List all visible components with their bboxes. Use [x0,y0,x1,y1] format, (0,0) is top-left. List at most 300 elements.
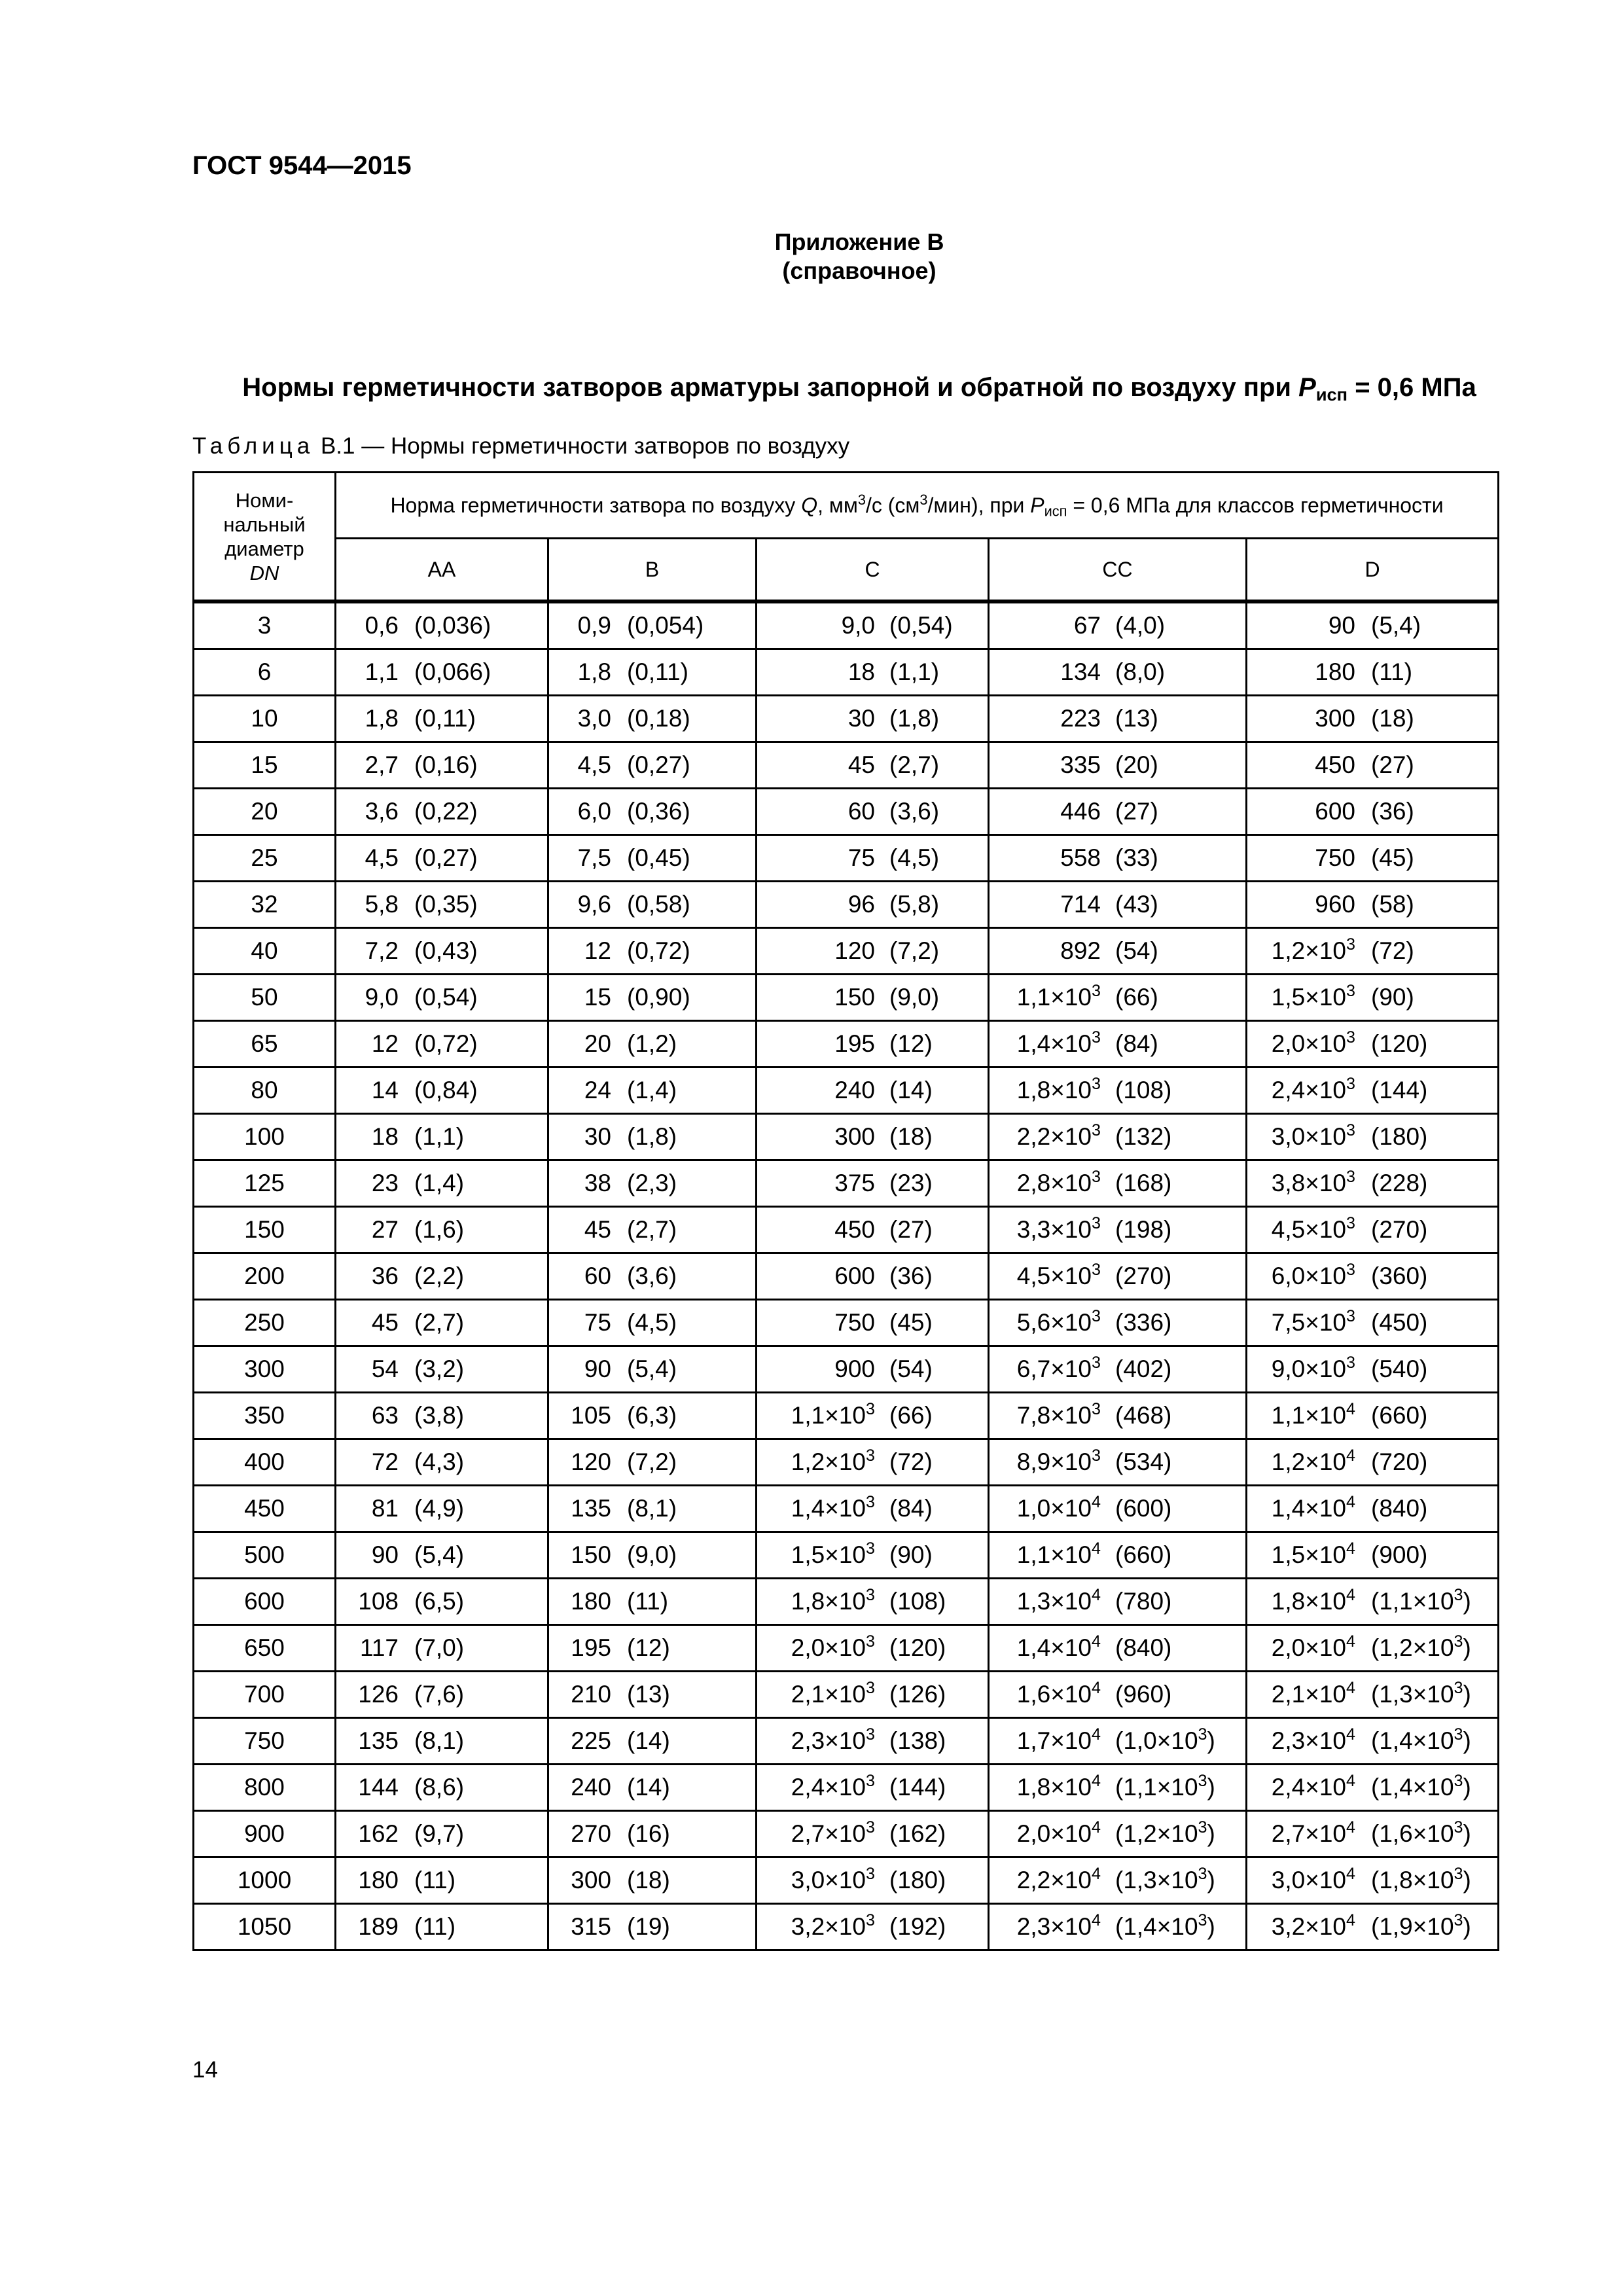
flow-value-mm3s: 36 [371,1263,399,1289]
dn-column-header [194,473,336,602]
flow-value-cm3min: (1,1) [889,658,940,685]
flow-value-cm3min: (19) [627,1913,670,1940]
value-cell-d [1247,789,1499,835]
flow-value-mm3s: $5,6\times 10^3$ [1016,1307,1101,1336]
flow-value-cm3min: (0,72) [627,937,690,964]
dn-header-line: DN [249,561,279,584]
value-cell-d [1247,742,1499,789]
flow-value-cm3min: (33) [1115,844,1158,871]
flow-value-mm3s: 4,5 [365,844,399,871]
dn-cell: 1050 [194,1904,336,1950]
table-row [194,1300,1499,1346]
value-cell-c [757,601,989,649]
flow-value-cm3min: (360) [1371,1263,1428,1289]
value-cell-c [757,1067,989,1114]
value-cell-cc [989,1904,1247,1950]
norm-header: Норма герметичности затвора по воздуху Q, $мм^3/с$ $(см^3/мин)$, при $P_{исп} = 0,6$ МПа для классов герметичности [336,473,1499,539]
flow-value-mm3s: $2,4\times 10^4$ [1271,1772,1355,1801]
value-cell-b [548,649,757,696]
flow-value-cm3min: (11) [1371,658,1413,685]
value-cell-cc [989,1718,1247,1765]
flow-value-cm3min: (540) [1371,1355,1428,1382]
flow-value-mm3s: 1,8 [577,658,611,685]
flow-value-cm3min: (7,2) [889,937,940,964]
value-cell-aa [336,1579,548,1625]
flow-value-mm3s: 7,5 [577,844,611,871]
flow-value-mm3s: 335 [1060,751,1101,778]
flow-value-mm3s: 195 [834,1030,875,1057]
flow-value-cm3min: $(1,1\times 10^3)$ [1371,1586,1471,1615]
flow-value-cm3min: (8,0) [1115,658,1166,685]
appendix-heading [0,228,1623,285]
flow-value-mm3s: $1,1\times 10^3$ [791,1400,875,1429]
flow-value-cm3min: (18) [889,1123,933,1150]
value-cell-aa [336,1625,548,1672]
flow-value-cm3min: (27) [1115,798,1158,825]
flow-value-cm3min: (4,5) [627,1309,677,1336]
flow-value-cm3min: $(1,8\times 10^3)$ [1371,1865,1471,1893]
value-cell-c [757,1857,989,1904]
class-header-cc: СС [989,539,1247,602]
flow-value-mm3s: $4,5\times 10^3$ [1271,1214,1355,1243]
flow-value-cm3min: $(1,3\times 10^3)$ [1371,1679,1471,1708]
flow-value-mm3s: 9,0 [841,612,875,639]
flow-value-mm3s: 1,1 [365,658,399,685]
flow-value-mm3s: $2,7\times 10^3$ [791,1818,875,1847]
flow-value-cm3min: (0,16) [414,751,478,778]
flow-value-cm3min: (138) [889,1727,946,1754]
flow-value-mm3s: $2,3\times 10^3$ [791,1725,875,1754]
flow-value-mm3s: $1,8\times 10^4$ [1016,1772,1101,1801]
table-caption-text: — Нормы герметичности затворов по воздуху [355,433,850,459]
class-header-c: С [757,539,989,602]
flow-value-mm3s: 300 [1315,705,1355,732]
flow-value-mm3s: $6,0\times 10^3$ [1271,1261,1355,1289]
flow-value-mm3s: $1,4\times 10^4$ [1016,1632,1101,1661]
flow-value-mm3s: 30 [847,705,875,732]
flow-value-cm3min: (2,2) [414,1263,465,1289]
flow-value-cm3min: (16) [627,1820,670,1847]
flow-value-cm3min: (5,4) [627,1355,677,1382]
flow-value-cm3min: (7,6) [414,1681,465,1708]
value-cell-c [757,1346,989,1393]
flow-value-mm3s: $1,5\times 10^3$ [1271,982,1355,1011]
flow-value-mm3s: 45 [847,751,875,778]
flow-value-cm3min: (72) [1371,937,1414,964]
flow-value-mm3s: 135 [571,1495,611,1522]
table-row [194,1857,1499,1904]
flow-value-mm3s: 63 [371,1402,399,1429]
value-cell-d [1247,1532,1499,1579]
value-cell-aa [336,1486,548,1532]
flow-value-mm3s: 450 [1315,751,1355,778]
flow-value-mm3s: 446 [1060,798,1101,825]
flow-value-mm3s: 75 [584,1309,611,1336]
value-cell-d [1247,1067,1499,1114]
dn-cell: 3 [194,601,336,649]
flow-value-mm3s: 12 [584,937,611,964]
flow-value-mm3s: $2,2\times 10^3$ [1016,1121,1101,1150]
flow-value-mm3s: $1,4\times 10^4$ [1271,1493,1355,1522]
flow-value-cm3min: (84) [889,1495,933,1522]
dn-cell: 400 [194,1439,336,1486]
flow-value-mm3s: 108 [358,1588,399,1615]
section-title-value: = 0,6 МПа [1347,373,1476,402]
flow-value-cm3min: (36) [1371,798,1414,825]
value-cell-c [757,696,989,742]
value-cell-aa [336,882,548,928]
flow-value-mm3s: 223 [1060,705,1101,732]
flow-value-cm3min: (2,7) [889,751,940,778]
value-cell-c [757,882,989,928]
value-cell-aa [336,601,548,649]
value-cell-d [1247,1486,1499,1532]
table-row [194,1160,1499,1207]
flow-value-mm3s: 1,8 [365,705,399,732]
table-row [194,1346,1499,1393]
flow-value-mm3s: $2,7\times 10^4$ [1271,1818,1355,1847]
flow-value-cm3min: (3,6) [889,798,940,825]
table-caption [192,433,849,459]
flow-value-cm3min: (1,1) [414,1123,465,1150]
flow-value-cm3min: (402) [1115,1355,1172,1382]
value-cell-b [548,1672,757,1718]
value-cell-d [1247,1625,1499,1672]
value-cell-cc [989,1857,1247,1904]
flow-value-mm3s: $3,2\times 10^4$ [1271,1911,1355,1940]
flow-value-mm3s: 75 [847,844,875,871]
dn-cell: 900 [194,1811,336,1857]
flow-value-mm3s: 600 [1315,798,1355,825]
flow-value-cm3min: (4,0) [1115,612,1166,639]
flow-value-cm3min: (45) [889,1309,933,1336]
value-cell-cc [989,789,1247,835]
flow-value-cm3min: (54) [1115,937,1158,964]
flow-value-cm3min: (162) [889,1820,946,1847]
flow-value-mm3s: $2,0\times 10^3$ [791,1632,875,1661]
flow-value-cm3min: (0,58) [627,891,690,918]
value-cell-cc [989,649,1247,696]
value-cell-c [757,928,989,975]
flow-value-mm3s: 150 [834,984,875,1011]
table-row [194,1904,1499,1950]
flow-value-mm3s: 300 [834,1123,875,1150]
flow-value-cm3min: (66) [889,1402,933,1429]
table-row [194,1114,1499,1160]
flow-value-cm3min: (192) [889,1913,946,1940]
value-cell-aa [336,1207,548,1253]
value-cell-b [548,1393,757,1439]
value-cell-cc [989,1346,1247,1393]
flow-value-cm3min: (1,8) [627,1123,677,1150]
flow-value-mm3s: 81 [371,1495,399,1522]
value-cell-aa [336,789,548,835]
value-cell-aa [336,1765,548,1811]
flow-value-mm3s: 195 [571,1634,611,1661]
table-row [194,1067,1499,1114]
table-row [194,835,1499,882]
flow-value-cm3min: (120) [1371,1030,1428,1057]
flow-value-cm3min: (14) [627,1774,670,1801]
flow-value-cm3min: (6,5) [414,1588,465,1615]
table-row [194,1765,1499,1811]
table-row [194,928,1499,975]
table-row [194,1486,1499,1532]
flow-value-cm3min: (108) [1115,1077,1172,1103]
pressure-subscript: исп [1315,384,1348,404]
table-row [194,696,1499,742]
flow-value-mm3s: $3,0\times 10^3$ [791,1865,875,1893]
value-cell-d [1247,1300,1499,1346]
table-row [194,1579,1499,1625]
flow-value-cm3min: (2,3) [627,1170,677,1196]
flow-value-mm3s: $1,8\times 10^3$ [791,1586,875,1615]
value-cell-cc [989,975,1247,1021]
value-cell-b [548,1486,757,1532]
flow-value-cm3min: (180) [889,1867,946,1893]
value-cell-cc [989,1579,1247,1625]
flow-value-cm3min: (45) [1371,844,1414,871]
flow-value-cm3min: (9,7) [414,1820,465,1847]
flow-value-mm3s: $7,8\times 10^3$ [1016,1400,1101,1429]
flow-value-mm3s: 450 [834,1216,875,1243]
value-cell-b [548,1346,757,1393]
value-cell-d [1247,1672,1499,1718]
value-cell-c [757,1672,989,1718]
flow-value-mm3s: 60 [584,1263,611,1289]
flow-value-cm3min: (0,84) [414,1077,478,1103]
flow-value-mm3s: 892 [1060,937,1101,964]
flow-value-mm3s: 270 [571,1820,611,1847]
flow-value-cm3min: (660) [1371,1402,1428,1429]
flow-value-cm3min: (54) [889,1355,933,1382]
flow-value-mm3s: 24 [584,1077,611,1103]
value-cell-cc [989,1811,1247,1857]
value-cell-cc [989,696,1247,742]
flow-value-mm3s: 45 [584,1216,611,1243]
value-cell-cc [989,742,1247,789]
dn-cell: 32 [194,882,336,928]
flow-value-mm3s: 20 [584,1030,611,1057]
value-cell-c [757,1114,989,1160]
value-cell-cc [989,601,1247,649]
value-cell-b [548,1021,757,1067]
flow-value-cm3min: (534) [1115,1448,1172,1475]
flow-value-mm3s: $3,8\times 10^3$ [1271,1168,1355,1196]
flow-value-cm3min: $(1,0\times 10^3)$ [1115,1725,1215,1754]
flow-value-cm3min: (43) [1115,891,1158,918]
flow-value-cm3min: (3,6) [627,1263,677,1289]
flow-value-cm3min: (4,3) [414,1448,465,1475]
flow-value-mm3s: 117 [360,1634,399,1661]
flow-value-cm3min: (144) [889,1774,946,1801]
flow-value-mm3s: 6,0 [577,798,611,825]
flow-value-cm3min: (5,4) [1371,612,1421,639]
value-cell-b [548,928,757,975]
flow-value-cm3min: (0,36) [627,798,690,825]
flow-value-cm3min: (11) [414,1867,456,1893]
flow-value-mm3s: 96 [847,891,875,918]
flow-value-cm3min: (270) [1115,1263,1172,1289]
value-cell-cc [989,1439,1247,1486]
flow-value-mm3s: 126 [358,1681,399,1708]
value-cell-cc [989,1486,1247,1532]
flow-value-cm3min: $(1,9\times 10^3)$ [1371,1911,1471,1940]
flow-value-cm3min: (13) [1115,705,1158,732]
table-row [194,1207,1499,1253]
value-cell-cc [989,1253,1247,1300]
value-cell-c [757,1811,989,1857]
value-cell-b [548,882,757,928]
value-cell-d [1247,1114,1499,1160]
dn-cell: 800 [194,1765,336,1811]
value-cell-aa [336,742,548,789]
flow-value-cm3min: (0,11) [414,705,476,732]
value-cell-c [757,742,989,789]
flow-value-cm3min: (2,7) [414,1309,465,1336]
class-header-b: В [548,539,757,602]
flow-value-cm3min: (90) [889,1541,933,1568]
flow-value-mm3s: $2,0\times 10^4$ [1016,1818,1101,1847]
value-cell-c [757,1393,989,1439]
flow-value-cm3min: (72) [889,1448,933,1475]
table-row [194,1718,1499,1765]
value-cell-aa [336,696,548,742]
value-cell-b [548,742,757,789]
value-cell-b [548,1904,757,1950]
value-cell-cc [989,882,1247,928]
flow-value-mm3s: $1,7\times 10^4$ [1016,1725,1101,1754]
value-cell-d [1247,928,1499,975]
value-cell-c [757,1486,989,1532]
value-cell-aa [336,835,548,882]
flow-value-mm3s: $1,1\times 10^4$ [1016,1539,1101,1568]
flow-value-cm3min: (0,036) [414,612,491,639]
flow-value-cm3min: $(1,3\times 10^3)$ [1115,1865,1215,1893]
flow-value-mm3s: $2,4\times 10^3$ [1271,1075,1355,1103]
flow-value-mm3s: 375 [834,1170,875,1196]
value-cell-d [1247,1346,1499,1393]
flow-value-cm3min: (0,27) [627,751,690,778]
flow-value-mm3s: 135 [358,1727,399,1754]
value-cell-b [548,601,757,649]
flow-value-mm3s: 162 [358,1820,399,1847]
table-row [194,1532,1499,1579]
table-row [194,882,1499,928]
value-cell-cc [989,1672,1247,1718]
flow-value-mm3s: $1,1\times 10^3$ [1016,982,1101,1011]
value-cell-d [1247,1021,1499,1067]
flow-value-cm3min: (270) [1371,1216,1428,1243]
flow-value-mm3s: 9,0 [365,984,399,1011]
value-cell-b [548,1579,757,1625]
flow-value-cm3min: (840) [1115,1634,1172,1661]
flow-value-mm3s: $1,2\times 10^4$ [1271,1446,1355,1475]
value-cell-cc [989,1207,1247,1253]
flow-value-mm3s: 225 [571,1727,611,1754]
flow-value-cm3min: (11) [627,1588,669,1615]
flow-value-mm3s: $6,7\times 10^3$ [1016,1354,1101,1382]
value-cell-b [548,1765,757,1811]
flow-value-mm3s: 9,6 [577,891,611,918]
flow-value-cm3min: (1,4) [414,1170,465,1196]
value-cell-aa [336,928,548,975]
flow-value-cm3min: (126) [889,1681,946,1708]
flow-value-cm3min: (27) [1371,751,1414,778]
flow-value-mm3s: 3,0 [577,705,611,732]
flow-value-mm3s: 15 [584,984,611,1011]
dn-cell: 125 [194,1160,336,1207]
value-cell-c [757,789,989,835]
flow-value-mm3s: $1,5\times 10^4$ [1271,1539,1355,1568]
value-cell-cc [989,1532,1247,1579]
dn-cell: 150 [194,1207,336,1253]
flow-value-cm3min: (1,6) [414,1216,465,1243]
dn-cell: 50 [194,975,336,1021]
flow-value-cm3min: (8,1) [627,1495,677,1522]
flow-value-cm3min: (108) [889,1588,946,1615]
value-cell-cc [989,1625,1247,1672]
dn-cell: 250 [194,1300,336,1346]
value-cell-c [757,1439,989,1486]
dn-cell: 500 [194,1532,336,1579]
flow-value-mm3s: 134 [1060,658,1101,685]
value-cell-b [548,1114,757,1160]
value-cell-aa [336,1904,548,1950]
flow-value-mm3s: $2,3\times 10^4$ [1271,1725,1355,1754]
flow-value-mm3s: 900 [834,1355,875,1382]
flow-value-cm3min: (14) [889,1077,933,1103]
flow-value-mm3s: 38 [584,1170,611,1196]
flow-value-mm3s: 90 [1328,612,1355,639]
flow-value-mm3s: 120 [571,1448,611,1475]
tightness-table [192,471,1499,1951]
value-cell-c [757,975,989,1021]
value-cell-cc [989,1114,1247,1160]
flow-value-mm3s: 189 [358,1913,399,1940]
dn-cell: 750 [194,1718,336,1765]
flow-value-mm3s: 45 [371,1309,399,1336]
value-cell-aa [336,1021,548,1067]
flow-value-cm3min: (12) [889,1030,933,1057]
dn-cell: 200 [194,1253,336,1300]
flow-value-mm3s: $7,5\times 10^3$ [1271,1307,1355,1336]
value-cell-aa [336,649,548,696]
flow-value-cm3min: (132) [1115,1123,1172,1150]
flow-value-mm3s: $2,0\times 10^4$ [1271,1632,1355,1661]
flow-value-cm3min: (960) [1115,1681,1172,1708]
dn-header-line: диаметр [224,537,304,560]
value-cell-cc [989,1765,1247,1811]
flow-value-cm3min: $(1,2\times 10^3)$ [1371,1632,1471,1661]
table-body [194,601,1499,1950]
flow-value-mm3s: 960 [1315,891,1355,918]
dn-cell: 350 [194,1393,336,1439]
dn-cell: 15 [194,742,336,789]
value-cell-c [757,1532,989,1579]
value-cell-d [1247,1207,1499,1253]
flow-value-mm3s: 180 [571,1588,611,1615]
value-cell-c [757,1625,989,1672]
flow-value-mm3s: 150 [571,1541,611,1568]
flow-value-mm3s: $3,3\times 10^3$ [1016,1214,1101,1243]
value-cell-cc [989,928,1247,975]
value-cell-c [757,1021,989,1067]
value-cell-c [757,1160,989,1207]
value-cell-b [548,1439,757,1486]
flow-value-mm3s: 105 [571,1402,611,1429]
dn-cell: 300 [194,1346,336,1393]
